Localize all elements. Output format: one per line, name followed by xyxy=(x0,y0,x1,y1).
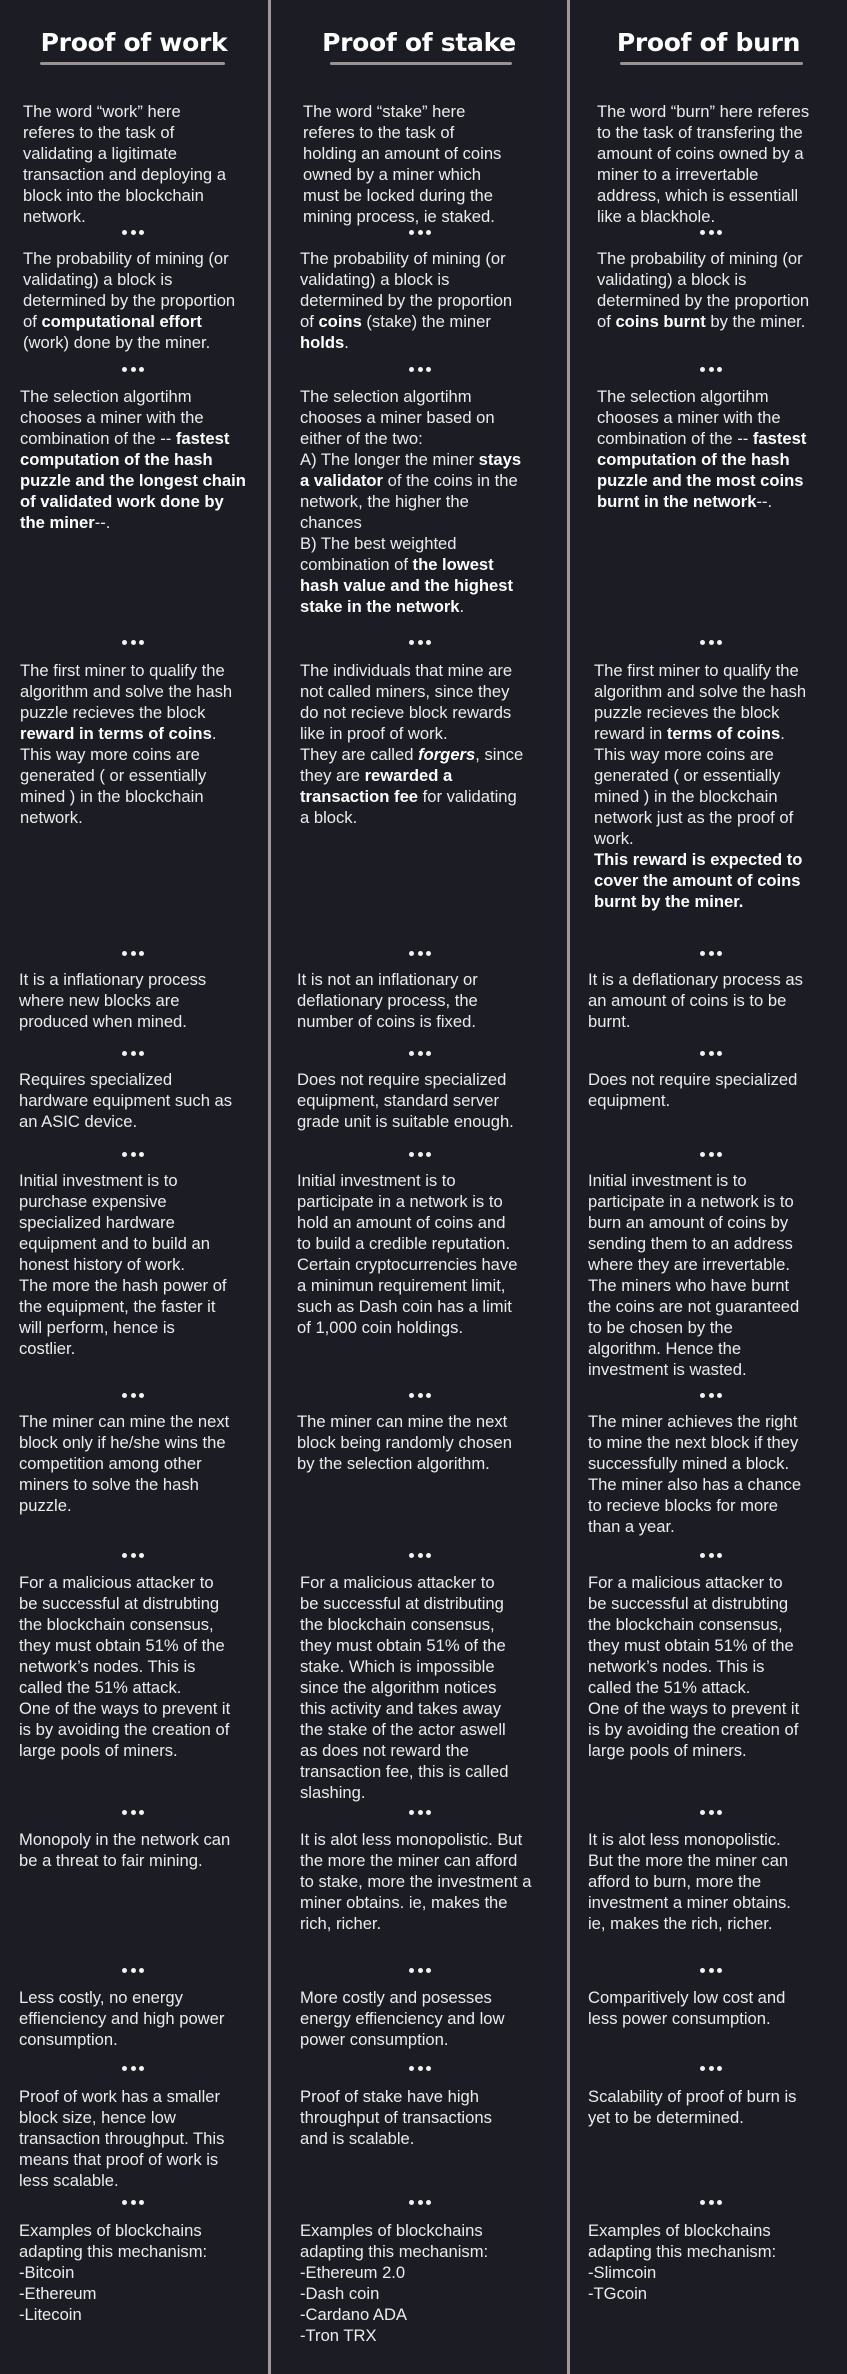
ellipsis-dots-icon xyxy=(122,230,144,236)
row-probability: The probability of mining (or validating) a block is determined by the proportion of computational effort (work) done by the miner. xyxy=(23,249,236,352)
row-equipment: Does not require specialized equipment. xyxy=(588,1070,798,1110)
ellipsis-dots-icon xyxy=(122,1152,144,1158)
row-equipment: Requires specialized hardware equipment such as an ASIC device. xyxy=(19,1070,233,1131)
ellipsis-dots-icon xyxy=(122,951,144,957)
row-reward: The first miner to qualify the algorithm and solve the hash puzzle recieves the block reward in terms of coins. This way more coins are generated ( or essentially mined ) in the blockchain network just as the proof of work. This reward is expected to cover the amount of coins burnt by the miner. xyxy=(594,661,807,911)
row-inflation: It is not an inflationary or deflationary process, the number of coins is fixed. xyxy=(297,970,478,1031)
row-inflation: It is a inflationary process where new blocks are produced when mined. xyxy=(19,970,207,1031)
ellipsis-dots-icon xyxy=(409,1051,431,1057)
row-definition: The word “work” here referes to the task of validating a ligitimate transaction and deploying a block into the blockchain network. xyxy=(23,102,226,226)
ellipsis-dots-icon xyxy=(122,1393,144,1399)
ellipsis-dots-icon xyxy=(409,1968,431,1974)
row-examples: Examples of blockchains adapting this mechanism: -Slimcoin -TGcoin xyxy=(588,2221,777,2303)
ellipsis-dots-icon xyxy=(700,1553,722,1559)
column-title: Proof of stake xyxy=(322,28,516,57)
ellipsis-dots-icon xyxy=(700,951,722,957)
row-attack: For a malicious attacker to be successful at distributing the blockchain consensus, they must obtain 51% of the stake. Which is impossible since the algorithm notices this activity and takes away the stake of the actor aswell as does not reward the transaction fee, this is called slashing. xyxy=(300,1573,509,1802)
ellipsis-dots-icon xyxy=(700,2066,722,2072)
ellipsis-dots-icon xyxy=(409,230,431,236)
ellipsis-dots-icon xyxy=(409,2066,431,2072)
row-scalability: Proof of stake have high throughput of transactions and is scalable. xyxy=(300,2087,492,2148)
row-investment: Initial investment is to purchase expensive specialized hardware equipment and to build an honest history of work. The more the hash power of the equipment, the faster it will perform, hence is costlier. xyxy=(19,1171,227,1358)
row-next-block: The miner can mine the next block being randomly chosen by the selection algorithm. xyxy=(297,1412,512,1473)
row-scalability: Proof of work has a smaller block size, hence low transaction throughput. This means that proof of work is less scalable. xyxy=(19,2087,225,2190)
column-proof-of-work xyxy=(0,0,268,2374)
row-attack: For a malicious attacker to be successful at distrubting the blockchain consensus, they must obtain 51% of the network’s nodes. This is called the 51% attack. One of the ways to prevent it is by avoiding the creation of large pools of miners. xyxy=(588,1573,800,1760)
row-monopoly: Monopoly in the network can be a threat to fair mining. xyxy=(19,1830,231,1870)
ellipsis-dots-icon xyxy=(700,230,722,236)
row-reward: The first miner to qualify the algorithm and solve the hash puzzle recieves the block reward in terms of coins. This way more coins are generated ( or essentially mined ) in the blockchain network. xyxy=(20,661,233,827)
ellipsis-dots-icon xyxy=(409,951,431,957)
row-definition: The word “stake” here referes to the task of holding an amount of coins owned by a miner which must be locked during the mining process, ie staked. xyxy=(303,102,502,226)
ellipsis-dots-icon xyxy=(122,1968,144,1974)
row-cost: More costly and posesses energy effienciency and low power consumption. xyxy=(300,1988,505,2049)
row-investment: Initial investment is to participate in a network is to hold an amount of coins and to build a credible reputation. Certain cryptocurrencies have a minimun requirement limit, such as Dash coin has a limit of 1,000 coin holdings. xyxy=(297,1171,518,1337)
row-selection: The selection algortihm chooses a miner based on either of the two: A) The longer the miner stays a validator of the coins in the network, the higher the chances B) The best weighted combination of the lowest hash value and the highest stake in the network. xyxy=(300,387,522,616)
title-underline xyxy=(40,62,225,65)
ellipsis-dots-icon xyxy=(409,2200,431,2206)
row-next-block: The miner achieves the right to mine the next block if they successfully mined a block. The miner also has a chance to recieve blocks for more than a year. xyxy=(588,1412,802,1536)
row-equipment: Does not require specialized equipment, standard server grade unit is suitable enough. xyxy=(297,1070,514,1131)
row-cost: Comparitively low cost and less power consumption. xyxy=(588,1988,786,2028)
row-selection: The selection algortihm chooses a miner with the combination of the -- fastest computation of the hash puzzle and the most coins burnt in the network--. xyxy=(597,387,807,511)
ellipsis-dots-icon xyxy=(700,1051,722,1057)
ellipsis-dots-icon xyxy=(700,1393,722,1399)
column-proof-of-stake xyxy=(271,0,567,2374)
ellipsis-dots-icon xyxy=(700,1968,722,1974)
row-inflation: It is a deflationary process as an amount of coins is to be burnt. xyxy=(588,970,803,1031)
row-examples: Examples of blockchains adapting this mechanism: -Ethereum 2.0 -Dash coin -Cardano ADA -Tron TRX xyxy=(300,2221,489,2345)
ellipsis-dots-icon xyxy=(409,1393,431,1399)
row-monopoly: It is alot less monopolistic. But the more the miner can afford to burn, more the investment a miner obtains. ie, makes the rich, richer. xyxy=(588,1830,791,1933)
ellipsis-dots-icon xyxy=(122,1810,144,1816)
column-header xyxy=(0,28,268,58)
ellipsis-dots-icon xyxy=(700,2200,722,2206)
row-investment: Initial investment is to participate in a network is to burn an amount of coins by sending them to an address where they are irrevertable. The miners who have burnt the coins are not guaranteed to be chosen by the algorithm. Hence the investment is wasted. xyxy=(588,1171,800,1379)
ellipsis-dots-icon xyxy=(409,1152,431,1158)
ellipsis-dots-icon xyxy=(700,1810,722,1816)
title-underline xyxy=(620,62,803,65)
column-header xyxy=(570,28,847,58)
row-reward: The individuals that mine are not called miners, since they do not recieve block rewards like in proof of work. They are called forgers, since they are rewarded a transaction fee for validating a block. xyxy=(300,661,524,827)
ellipsis-dots-icon xyxy=(122,2066,144,2072)
row-next-block: The miner can mine the next block only if he/she wins the competition among other miners to solve the hash puzzle. xyxy=(19,1412,230,1515)
column-proof-of-burn xyxy=(570,0,847,2374)
row-attack: For a malicious attacker to be successful at distrubting the blockchain consensus, they must obtain 51% of the network’s nodes. This is called the 51% attack. One of the ways to prevent it is by avoiding the creation of large pools of miners. xyxy=(19,1573,231,1760)
row-probability: The probability of mining (or validating) a block is determined by the proportion of coins (stake) the miner holds. xyxy=(300,249,513,352)
column-header xyxy=(271,28,567,58)
row-examples: Examples of blockchains adapting this mechanism: -Bitcoin -Ethereum -Litecoin xyxy=(19,2221,208,2324)
ellipsis-dots-icon xyxy=(700,1152,722,1158)
row-probability: The probability of mining (or validating) a block is determined by the proportion of coins burnt by the miner. xyxy=(597,249,810,331)
title-underline xyxy=(330,62,512,65)
ellipsis-dots-icon xyxy=(409,1810,431,1816)
ellipsis-dots-icon xyxy=(409,640,431,646)
row-monopoly: It is alot less monopolistic. But the more the miner can afford to stake, more the investment a miner obtains. ie, makes the rich, richer. xyxy=(300,1830,532,1933)
ellipsis-dots-icon xyxy=(409,367,431,373)
row-cost: Less costly, no energy effienciency and high power consumption. xyxy=(19,1988,225,2049)
ellipsis-dots-icon xyxy=(122,2200,144,2206)
row-scalability: Scalability of proof of burn is yet to be determined. xyxy=(588,2087,797,2127)
ellipsis-dots-icon xyxy=(700,640,722,646)
ellipsis-dots-icon xyxy=(122,640,144,646)
ellipsis-dots-icon xyxy=(122,1051,144,1057)
column-title: Proof of burn xyxy=(616,28,801,57)
ellipsis-dots-icon xyxy=(122,1553,144,1559)
ellipsis-dots-icon xyxy=(700,367,722,373)
ellipsis-dots-icon xyxy=(409,1553,431,1559)
row-selection: The selection algortihm chooses a miner with the combination of the -- fastest computation of the hash puzzle and the longest chain of validated work done by the miner--. xyxy=(20,387,246,532)
row-definition: The word “burn” here referes to the task of transfering the amount of coins owned by a miner to a irrevertable address, which is essentiall like a blackhole. xyxy=(597,102,810,226)
column-title: Proof of work xyxy=(40,28,228,57)
ellipsis-dots-icon xyxy=(122,367,144,373)
